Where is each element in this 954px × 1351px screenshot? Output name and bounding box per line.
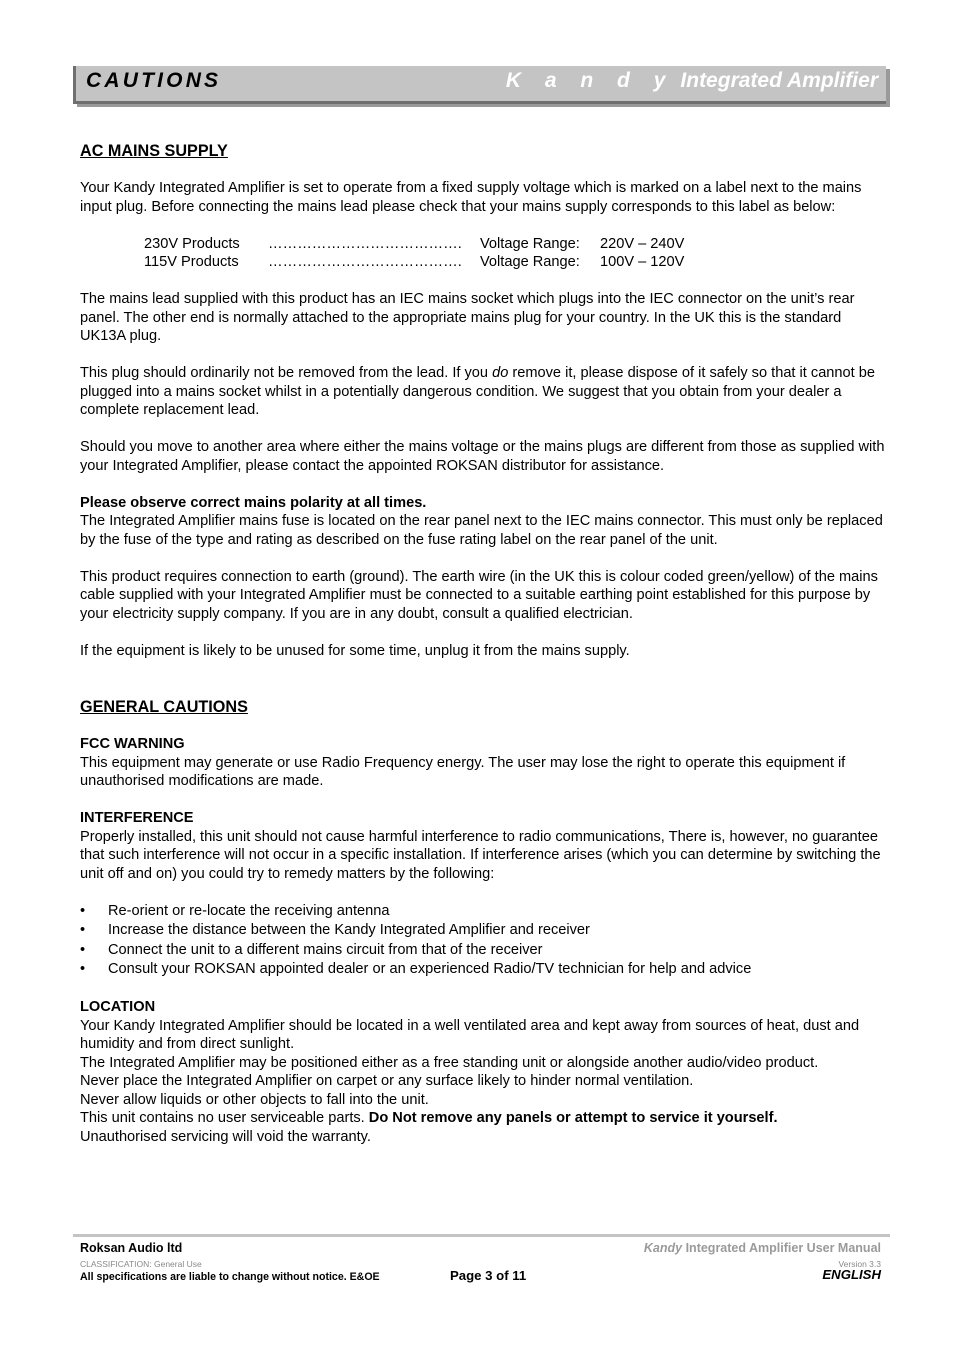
voltage-table <box>144 235 885 272</box>
voltage-dots: …………………………………. <box>268 235 462 252</box>
paragraph-location-1: Your Kandy Integrated Amplifier should be located in a well ventilated area and kept away from sources of heat, dust and humidity and from direct sunlight. <box>80 1017 860 1052</box>
paragraph-move: Should you move to another area where either the mains voltage or the mains plugs are different from those as supplied with your Integrated Amplifier, please contact the appointed ROKSAN distributor for assistance. <box>80 439 885 474</box>
list-item: • Increase the distance between the Kandy Integrated Amplifier and receiver <box>80 921 885 941</box>
document-body <box>80 141 885 1146</box>
list-item: • Re-orient or re-locate the receiving antenna <box>80 902 885 922</box>
plug-text-a: This plug should ordinarily not be removed from the lead. If you <box>80 365 493 381</box>
voltage-label: Voltage Range: <box>480 254 580 270</box>
footer-spec-note: All specifications are liable to change without notice. E&OE <box>80 1271 380 1283</box>
footer-language: ENGLISH <box>822 1267 881 1282</box>
paragraph-earth: This product requires connection to earth (ground). The earth wire (in the UK this is colour coded green/yellow) of the mains cable supplied with your Integrated Amplifier must be connected to a suitable earthing point established for this purpose by your electricity supply company. If you are in any doubt, consult a qualified electrician. <box>80 568 878 622</box>
interference-heading: INTERFERENCE <box>80 810 194 826</box>
page-footer <box>80 1239 881 1289</box>
header-product <box>505 69 878 92</box>
plug-emphasis: do <box>492 365 509 381</box>
paragraph-unused: If the equipment is likely to be unused for some time, unplug it from the mains supply. <box>80 642 630 659</box>
voltage-row <box>144 253 885 272</box>
paragraph-fcc: This equipment may generate or use Radio Frequency energy. The user may lose the right to operate this equipment if unauthorised modifications are made. <box>80 754 846 789</box>
list-item: • Consult your ROKSAN appointed dealer or an experienced Radio/TV technician for help and advice <box>80 960 885 980</box>
header-title: CAUTIONS <box>86 69 222 92</box>
paragraph-location-3: Never place the Integrated Amplifier on carpet or any surface likely to hinder normal ventilation. <box>80 1073 694 1089</box>
voltage-label: Voltage Range: <box>480 235 580 252</box>
paragraph-location-5 <box>80 1109 885 1128</box>
footer-company: Roksan Audio ltd <box>80 1241 183 1255</box>
polarity-heading: Please observe correct mains polarity at all times. <box>80 494 427 511</box>
paragraph-location-4: Never allow liquids or other objects to fall into the unit. <box>80 1091 429 1108</box>
location-5-warning: Do Not remove any panels or attempt to service it yourself. <box>368 1110 778 1126</box>
voltage-range: 220V – 240V <box>600 235 685 252</box>
voltage-product: 230V Products <box>144 235 240 252</box>
paragraph-interference: Properly installed, this unit should not cause harmful interference to radio communications, There is, however, no guarantee that such interference will not occur in a specific installation. If interference arises (which you can determine by switching the unit off and on) you could try to remedy matters by the following: <box>80 828 881 882</box>
paragraph-mains-lead: The mains lead supplied with this product has an IEC mains socket which plugs into the IEC connector on the unit’s rear panel. The other end is normally attached to the appropriate mains plug for your country. In the UK this is the standard UK13A plug. <box>80 291 855 344</box>
list-item: • Connect the unit to a different mains circuit from that of the receiver <box>80 941 885 961</box>
footer-manual-name: Integrated Amplifier User Manual <box>682 1241 881 1255</box>
location-5-text: This unit contains no user serviceable parts. <box>80 1110 369 1126</box>
paragraph-intro: Your Kandy Integrated Amplifier is set to operate from a fixed supply voltage which is marked on a label next to the mains input plug. Before connecting the mains lead please check that your mains supply corresponds to this label as below: <box>80 180 862 215</box>
paragraph-plug <box>80 364 885 420</box>
page-header <box>73 66 886 104</box>
header-brand: K a n d y <box>505 69 675 92</box>
voltage-dots: …………………………………. <box>268 254 462 270</box>
section-title-ac-mains: AC MAINS SUPPLY <box>80 142 228 160</box>
voltage-row <box>144 235 885 254</box>
footer-page-number: Page 3 of 11 <box>450 1268 527 1283</box>
paragraph-location-2: The Integrated Amplifier may be positioned either as a free standing unit or alongside another audio/video product. <box>80 1054 819 1071</box>
voltage-range: 100V – 120V <box>600 254 685 270</box>
paragraph-location-6: Unauthorised servicing will void the warranty. <box>80 1128 371 1145</box>
voltage-product: 115V Products <box>144 254 239 270</box>
location-heading: LOCATION <box>80 999 156 1015</box>
paragraph-fuse: The Integrated Amplifier mains fuse is located on the rear panel next to the IEC mains connector. This must only be replaced by the fuse of the type and rating as described on the fuse rating label on the rear panel of the unit. <box>80 513 883 548</box>
footer-classification: CLASSIFICATION: General Use <box>80 1259 202 1269</box>
footer-divider <box>73 1234 890 1237</box>
footer-version: Version 3.3 <box>838 1259 881 1269</box>
remedy-list <box>80 902 885 980</box>
section-title-general: GENERAL CAUTIONS <box>80 698 248 716</box>
header-product-name: Integrated Amplifier <box>680 69 878 92</box>
plug-text-b: remove it, please dispose of it safely so that it cannot be plugged into a mains socket whilst in a potentially dangerous condition. We suggest that you obtain from your dealer a complete replacement lead. <box>80 365 875 418</box>
fcc-heading: FCC WARNING <box>80 736 185 752</box>
footer-manual-brand: Kandy <box>643 1241 683 1255</box>
